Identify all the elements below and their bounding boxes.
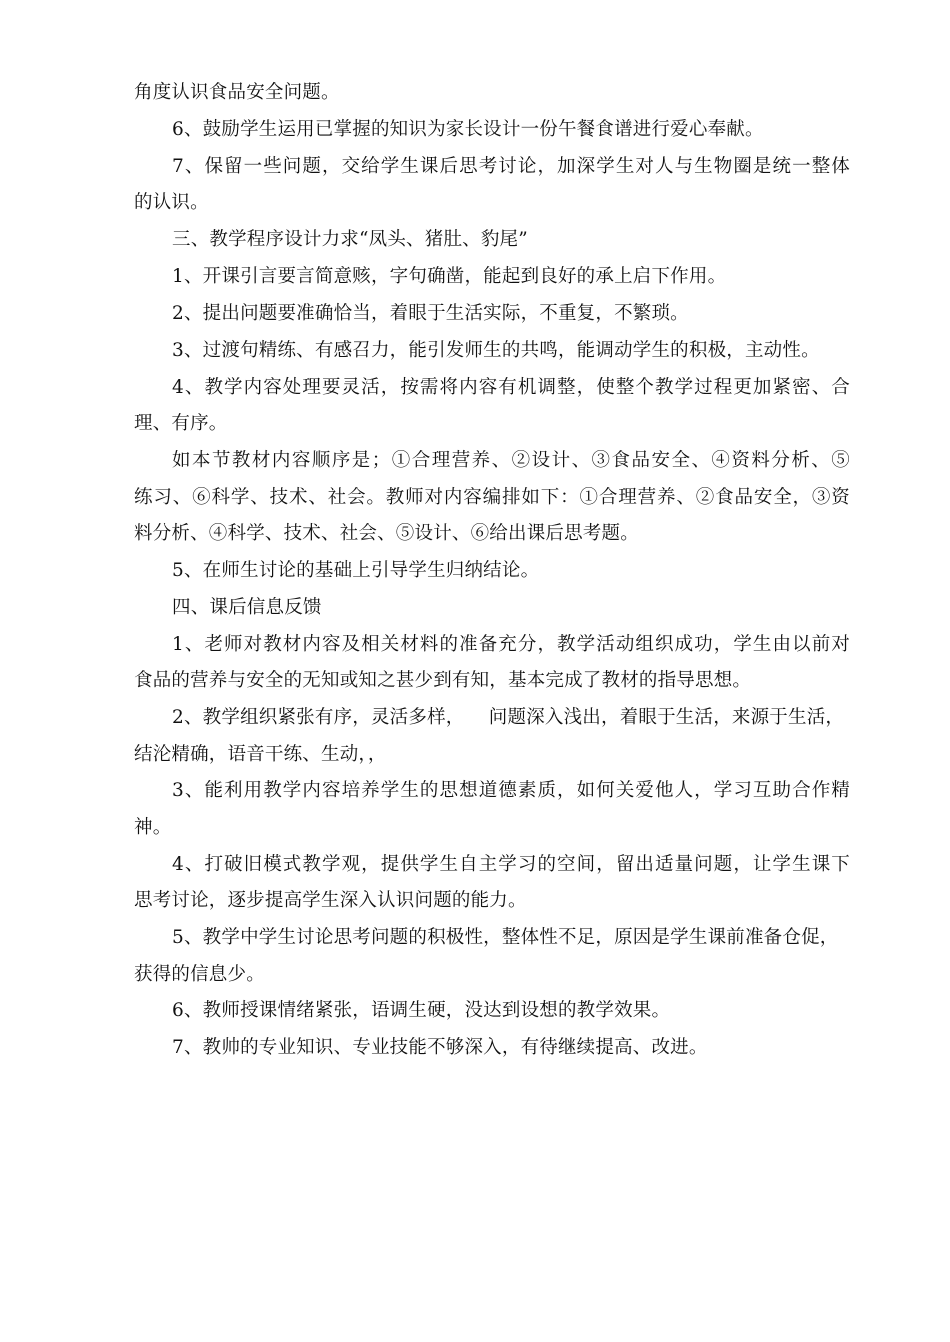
text-line: 4、教学内容处理要灵活，按需将内容有机调整，使整个教学过程更加紧密、合 — [172, 377, 850, 398]
text-line: 3、能利用教学内容培养学生的思想道德素质，如何关爱他人，学习互助合作精 — [172, 780, 850, 801]
text-line: 如本节教材内容顺序是；①合理营养、②设计、③食品安全、④资料分析、⑤ — [172, 450, 850, 471]
text-line: 思考讨论，逐步提高学生深入认识问题的能力。 — [134, 890, 527, 911]
text-line: 食品的营养与安全的无知或知之甚少到有知，基本完成了教材的指导思想。 — [134, 670, 752, 691]
text-line: 5、教学中学生讨论思考问题的积极性，整体性不足，原因是学生课前准备仓促， — [172, 927, 839, 948]
text-line: 角度认识食品安全问题。 — [134, 82, 340, 103]
text-line: 2、教学组织紧张有序，灵活多样， 问题深入浅出，着眼于生活，来源于生活， — [172, 707, 845, 728]
text-line: 结沦精确，语音干练、生动，， — [134, 744, 387, 765]
text-line: 理、有序。 — [134, 413, 228, 434]
text-line: 6、鼓励学生运用已掌握的知识为家长设计一份午餐食谱进行爱心奉献。 — [172, 119, 764, 140]
text-line: 1、开课引言要言简意赅，字句确凿，能起到良好的承上启下作用。 — [172, 266, 727, 287]
text-line: 7、保留一些问题，交给学生课后思考讨论，加深学生对人与生物圈是统一整体 — [172, 156, 850, 177]
text-line: 练习、⑥科学、技术、社会。教师对内容编排如下：①合理营养、②食品安全，③资 — [134, 487, 850, 508]
section-heading: 四、课后信息反馈 — [172, 597, 322, 618]
text-line: 神。 — [134, 817, 172, 838]
text-line: 5、在师生讨论的基础上引导学生归纳结论。 — [172, 560, 540, 581]
text-line: 获得的信息少。 — [134, 964, 265, 985]
text-line: 2、提出问题要准确恰当，着眼于生活实际，不重复，不繁琐。 — [172, 303, 689, 324]
section-heading: 三、教学程序设计力求“凤头、猪肚、豹尾” — [172, 229, 528, 250]
text-line: 4、打破旧模式教学观，提供学生自主学习的空间，留出适量问题，让学生课下 — [172, 854, 850, 875]
text-line: 7、教帅的专业知识、专业技能不够深入，有待继续提高、改进。 — [172, 1037, 708, 1058]
text-line: 1、老师对教材内容及相关材料的准备充分，教学活动组织成功，学生由以前对 — [172, 634, 850, 655]
text-line: 的认识。 — [134, 192, 209, 213]
text-line: 3、过渡句精练、有感召力，能引发师生的共鸣，能调动学生的积极，主动性。 — [172, 340, 820, 361]
text-line: 6、教师授课情绪紧张，语调生硬，没达到设想的教学效果。 — [172, 1000, 671, 1021]
text-line: 料分析、④科学、技术、社会、⑤设计、⑥给出课后思考题。 — [134, 523, 639, 544]
